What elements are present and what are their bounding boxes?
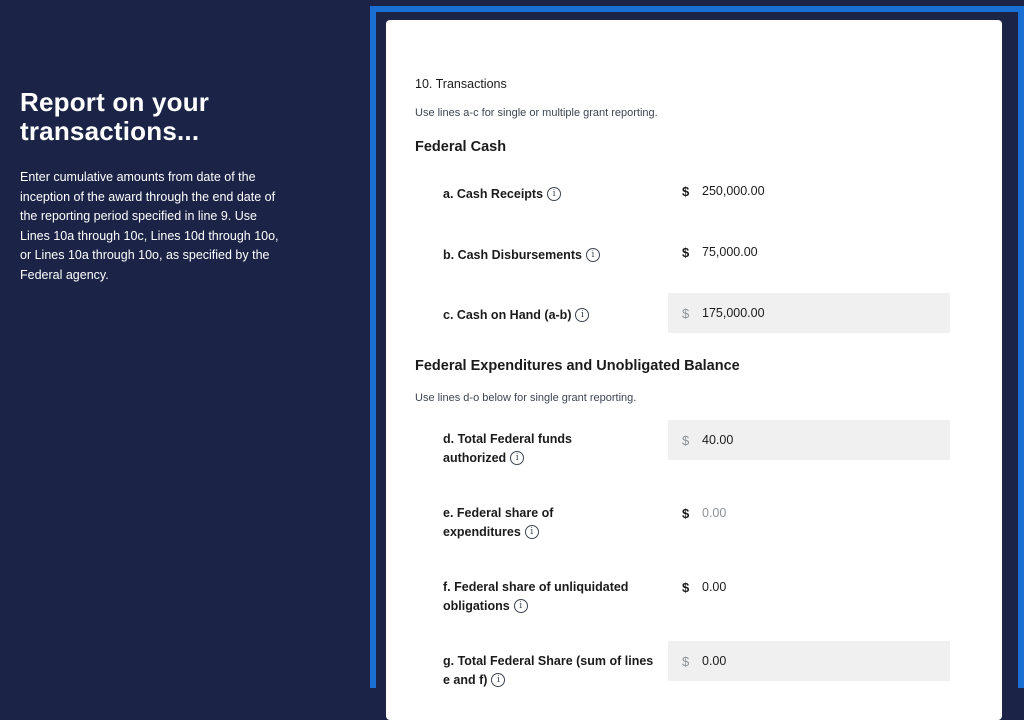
intro-title: Report on your transactions... — [20, 87, 210, 146]
total-federal-share-label: g. Total Federal Share (sum of lines e and f) i — [443, 654, 654, 687]
federal-funds-authorized-field — [668, 420, 950, 460]
dollar-sign: $ — [682, 183, 690, 199]
expenditures-heading: Federal Expenditures and Unobligated Balance — [415, 358, 740, 374]
federal-funds-authorized-value: 40.00 — [702, 433, 734, 447]
cash-disbursements-value: 75,000.00 — [702, 245, 758, 259]
cash-on-hand-value: 175,000.00 — [702, 306, 765, 320]
cash-on-hand-field — [668, 293, 950, 333]
section-hint: Use lines a-c for single or multiple grant reporting. — [415, 107, 658, 119]
unliquidated-obligations-value: 0.00 — [702, 580, 727, 594]
unliquidated-obligations-input[interactable] — [668, 567, 950, 607]
dollar-sign: $ — [682, 579, 690, 595]
federal-share-expenditures-placeholder: 0.00 — [702, 506, 727, 520]
federal-share-expenditures-label: e. Federal share of expenditures i — [443, 506, 554, 539]
section-title: 10. Transactions — [415, 77, 507, 91]
intro-panel — [20, 88, 282, 286]
info-icon[interactable]: i — [510, 451, 524, 465]
expenditures-hint: Use lines d-o below for single grant reporting. — [415, 392, 637, 404]
info-icon[interactable]: i — [514, 599, 528, 613]
dollar-sign: $ — [682, 653, 690, 669]
federal-share-expenditures-input[interactable] — [668, 493, 950, 533]
cash-disbursements-input[interactable] — [668, 232, 950, 272]
dollar-sign: $ — [682, 432, 690, 448]
cash-disbursements-label: b. Cash Disbursements i — [443, 246, 663, 265]
federal-cash-heading: Federal Cash — [415, 139, 507, 155]
info-icon[interactable]: i — [491, 673, 505, 687]
intro-description: Enter cumulative amounts from date of the inception of the award through the end date of the reporting period specified in line 9. Use Lines 10a through 10c, Lines 10d through 10o, or Lines 10a through 10o, as specified by the Federal agency. — [20, 170, 279, 282]
form-frame — [370, 6, 1024, 688]
dollar-sign: $ — [682, 505, 690, 521]
cash-receipts-input[interactable] — [668, 171, 950, 211]
form-card — [386, 20, 1002, 720]
unliquidated-obligations-label: f. Federal share of unliquidated obligations i — [443, 580, 629, 613]
cash-receipts-label: a. Cash Receipts i — [443, 185, 663, 204]
info-icon[interactable]: i — [547, 187, 561, 201]
total-federal-share-value: 0.00 — [702, 654, 727, 668]
dollar-sign: $ — [682, 244, 690, 260]
dollar-sign: $ — [682, 305, 690, 321]
total-federal-share-field — [668, 641, 950, 681]
cash-on-hand-label: c. Cash on Hand (a-b) i — [443, 306, 663, 325]
info-icon[interactable]: i — [586, 248, 600, 262]
info-icon[interactable]: i — [575, 308, 589, 322]
info-icon[interactable]: i — [525, 525, 539, 539]
federal-funds-authorized-label: d. Total Federal funds authorized i — [443, 432, 572, 465]
cash-receipts-value: 250,000.00 — [702, 184, 765, 198]
